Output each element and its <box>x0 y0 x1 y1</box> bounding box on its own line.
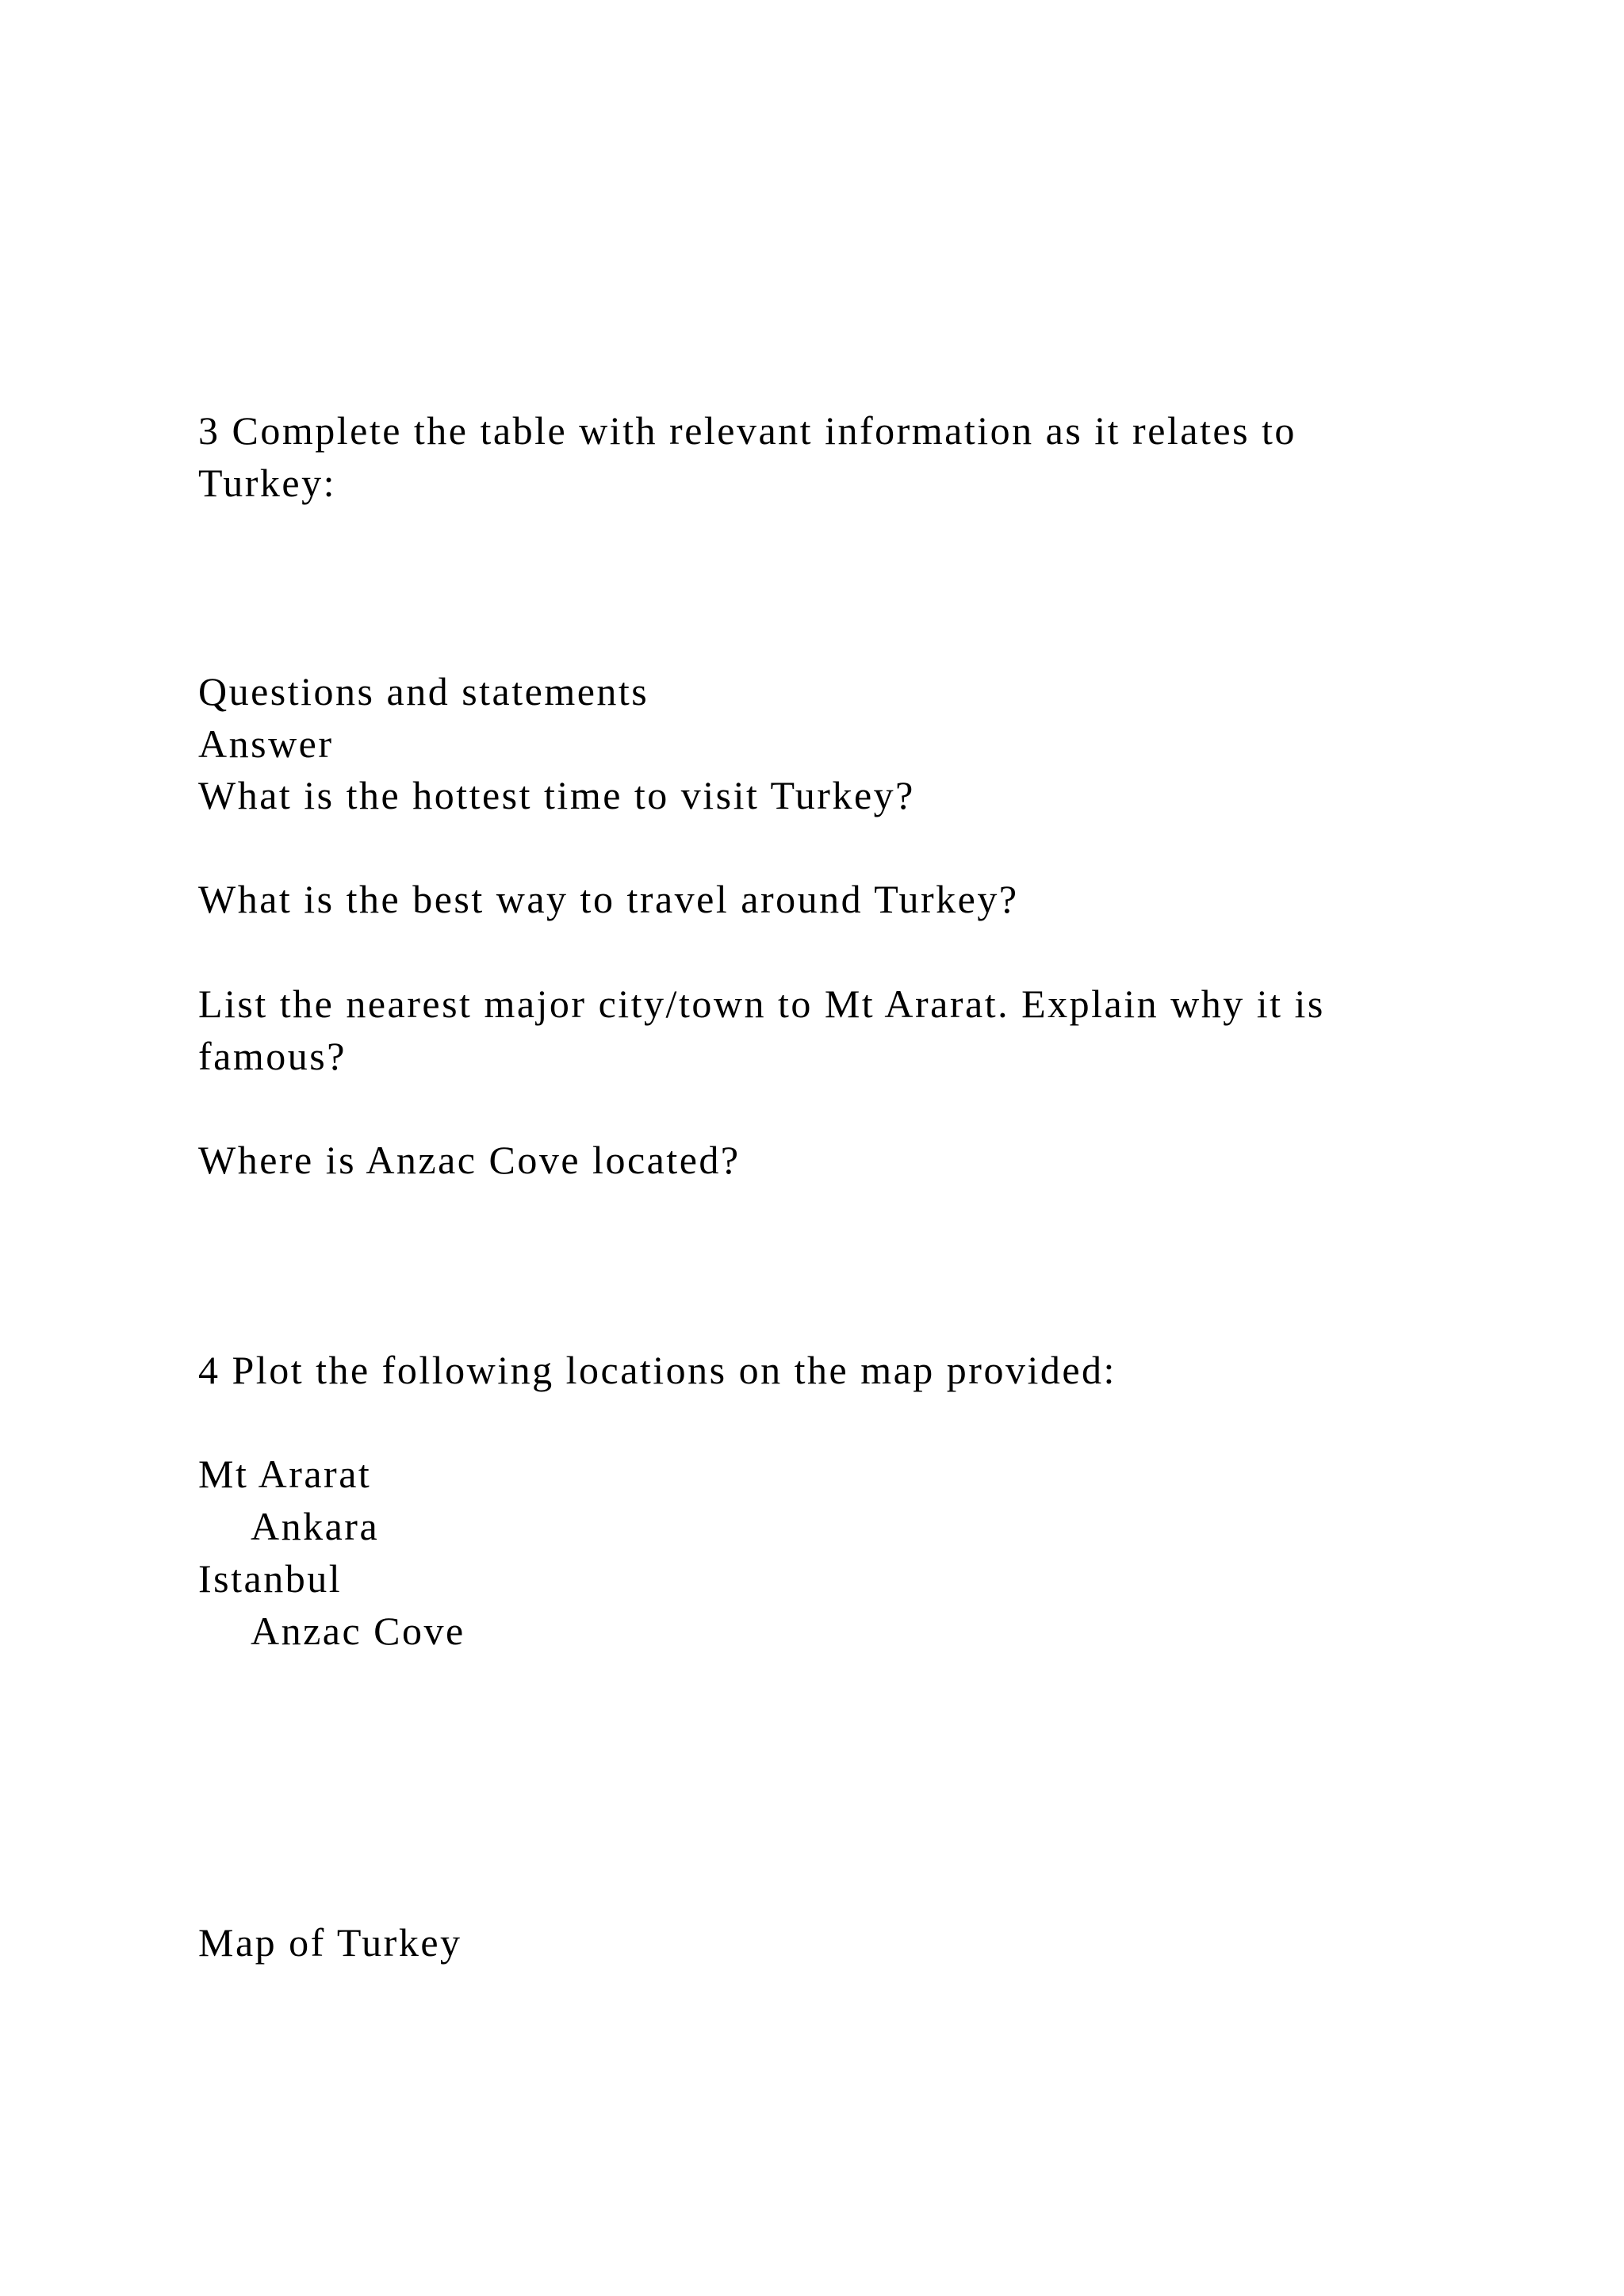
table-row-question-continued: famous? <box>198 1034 347 1078</box>
table-row-question: What is the hottest time to visit Turkey? <box>198 773 915 817</box>
section4-heading: 4 Plot the following locations on the map provided: <box>198 1348 1116 1392</box>
table-row-question: Where is Anzac Cove located? <box>198 1138 741 1182</box>
section3-heading-line2: Turkey: <box>198 461 337 505</box>
location-item: Ankara <box>251 1504 380 1548</box>
table-header-answer: Answer <box>198 721 334 766</box>
section3-heading-line1: 3 Complete the table with relevant information as it relates to <box>198 408 1297 453</box>
table-header-questions: Questions and statements <box>198 669 649 714</box>
map-caption: Map of Turkey <box>198 1920 462 1965</box>
location-item: Istanbul <box>198 1556 343 1601</box>
table-row-question: What is the best way to travel around Turkey? <box>198 877 1019 921</box>
location-item: Mt Ararat <box>198 1452 372 1496</box>
table-row-question: List the nearest major city/town to Mt Ararat. Explain why it is <box>198 982 1325 1026</box>
location-item: Anzac Cove <box>251 1609 465 1653</box>
